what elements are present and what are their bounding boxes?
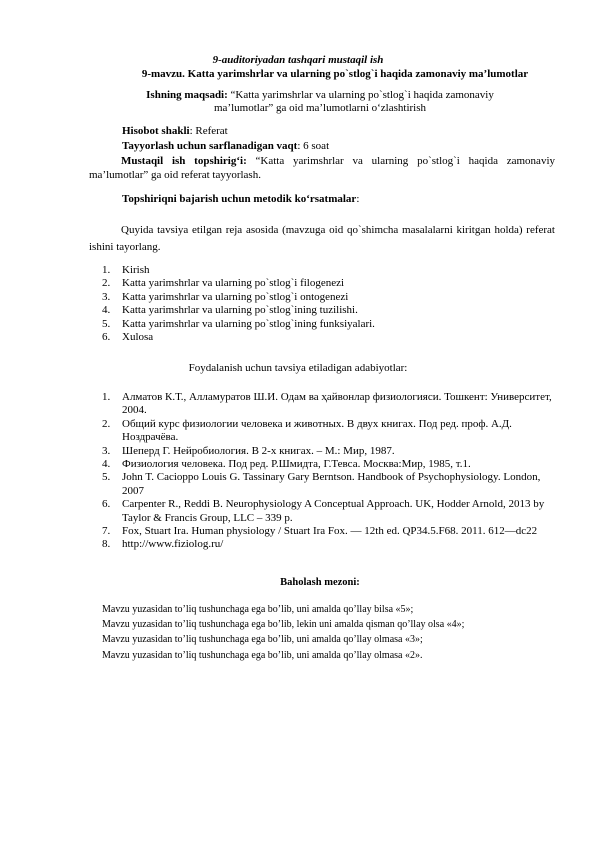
reference-item (102, 458, 554, 471)
assessment-item: Mavzu yuzasidan to’liq tushunchaga ega bo’lib, uni amalda qo’llay olmasa «3»; (102, 634, 423, 646)
reference-number: 3. (102, 444, 111, 457)
list-item (102, 304, 562, 317)
document-subtitle: 9-auditoriyadan tashqari mustaqil ish (212, 54, 384, 66)
reference-number: 1. (102, 391, 111, 403)
assessment-item: Mavzu yuzasidan to’liq tushunchaga ega bo’lib, uni amalda qo’llay bilsa «5»; (102, 604, 414, 615)
list-item (102, 318, 562, 331)
reference-item (102, 418, 554, 445)
instruction-text: Quyida tavsiya etilgan reja asosida (mavzuga oid qo`shimcha masalalarni kiritgan holda) referat ishini tayorlang. (89, 224, 555, 254)
reference-item (102, 391, 554, 418)
reference-text: Fox, Stuart Ira. Human physiology / Stuart Ira Fox. — 12th ed. QP34.5.F68. 2011. 612—dc22 (122, 525, 538, 538)
list-item-number: 4. (102, 304, 111, 317)
plan-list (102, 264, 562, 344)
reference-item (102, 445, 554, 458)
reference-text: http://www.fiziolog.ru/ (122, 538, 224, 551)
list-item-number: 6. (102, 331, 111, 344)
document-title: 9-mavzu. Katta yarimshrlar va ularning po`stlog`i haqida zamonaviy ma’lumotlar (141, 68, 529, 80)
report-value: : Referat (189, 125, 228, 137)
list-item-text: Katta yarimshrlar va ularning po`stlog`i filogenezi (122, 277, 345, 290)
list-item-number: 2. (102, 277, 111, 290)
time-value: : 6 soat (297, 140, 330, 152)
task-text: “Katta yarimshrlar va ularning po`stlog`i haqida zamonaviy ma’lumotlar” ga oid referat tayyorlash. (89, 155, 555, 182)
goal-paragraph (140, 89, 500, 115)
assessment-heading: Baholash mezoni: (280, 577, 360, 588)
report-line (122, 125, 228, 138)
reference-text: Физиология человека. Под ред. Р.Шмидта, Г.Тевса. Москва:Мир, 1985, т.1. (122, 458, 471, 471)
list-item-number: 5. (102, 317, 111, 330)
guidance-line (122, 193, 359, 206)
reference-text: Общий курс физиологии человека и животных. В двух книгах. Под ред. проф. А.Д. Ноздрачёва. (122, 417, 512, 444)
reference-text: Алматов К.Т., Алламуратов Ш.И. Одам ва ҳайвонлар физиологияси. Тошкент: Университет, 2004. (122, 391, 552, 417)
reference-number: 5. (102, 471, 111, 484)
reference-number: 7. (102, 525, 111, 538)
reference-number: 2. (102, 417, 111, 430)
goal-text: “Katta yarimshrlar va ularning po`stlog`i haqida zamonaviy ma’lumotlar” ga oid ma’lumotlarni o‘zlashtirish (214, 89, 494, 115)
guidance-label: Topshiriqni bajarish uchun metodik ko‘rsatmalar (122, 193, 357, 205)
list-item-text: Xulosa (122, 331, 154, 344)
reference-text: John T. Cacioppo Louis G. Tassinary Gary Berntson. Handbook of Psychophysiology. London, 2007 (122, 471, 541, 497)
instruction-paragraph (89, 222, 555, 256)
reference-item (102, 525, 554, 538)
reference-text: Carpenter R., Reddi B. Neurophysiology A Conceptual Approach. UK, Hodder Arnold, 2013 by Taylor & Francis Group, LLC – 339 p. (122, 498, 545, 524)
assessment-list (102, 602, 572, 663)
list-item-text: Katta yarimshrlar va ularning po`stlog`i ontogenezi (122, 290, 349, 303)
references-list (102, 391, 554, 552)
reference-item (102, 498, 554, 525)
list-item-text: Katta yarimshrlar va ularning po`stlog`ining funksiyalari. (122, 317, 375, 330)
reference-text: Шеперд Г. Нейробиология. В 2-х книгах. – М.: Мир, 1987. (122, 444, 395, 457)
list-item-text: Kirish (122, 264, 150, 276)
report-label: Hisobot shakli (122, 125, 190, 137)
goal-label: Ishning maqsadi: (146, 89, 228, 101)
reference-number: 6. (102, 498, 111, 511)
list-item-number: 1. (102, 264, 111, 276)
assessment-item: Mavzu yuzasidan to’liq tushunchaga ega bo’lib, uni amalda qo’llay olmasa «2». (102, 649, 423, 661)
list-item-text: Katta yarimshrlar va ularning po`stlog`ining tuzilishi. (122, 304, 358, 317)
time-line (122, 140, 329, 153)
reference-item (102, 538, 554, 551)
guidance-colon: : (356, 193, 360, 205)
list-item (102, 331, 562, 344)
time-label: Tayyorlash uchun sarflanadigan vaqt (122, 140, 298, 152)
references-heading: Foydalanish uchun tavsiya etiladigan adabiyotlar: (188, 362, 408, 374)
list-item (102, 277, 562, 290)
reference-number: 4. (102, 458, 111, 471)
list-item-number: 3. (102, 290, 111, 303)
list-item (102, 264, 562, 277)
reference-item (102, 471, 554, 498)
task-paragraph (89, 154, 555, 183)
assessment-item: Mavzu yuzasidan to’liq tushunchaga ega bo’lib, lekin uni amalda qisman qo’llay olsa «4»; (102, 619, 465, 631)
list-item (102, 291, 562, 304)
task-label: Mustaqil ish topshirig‘i: (121, 155, 247, 167)
reference-number: 8. (102, 538, 111, 551)
